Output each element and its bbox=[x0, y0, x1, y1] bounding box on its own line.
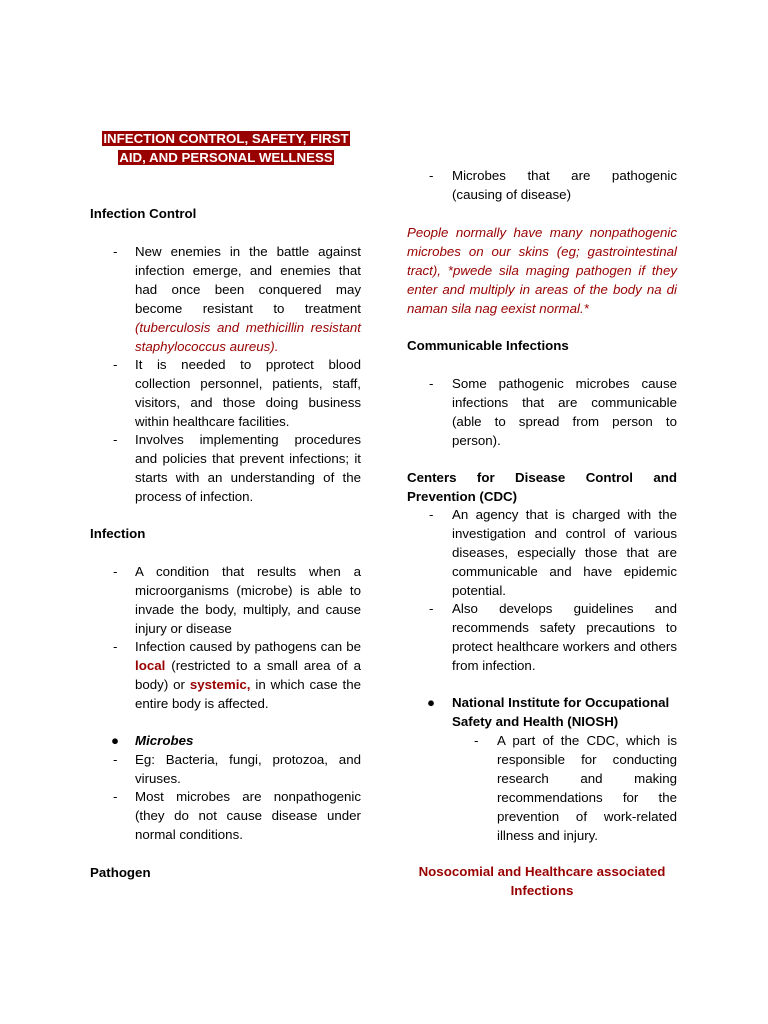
list-item: Microbes that are pathogenic (causing of disease) bbox=[452, 168, 677, 202]
list-dash: - bbox=[429, 376, 434, 391]
list-dash: - bbox=[113, 357, 118, 372]
heading-infection-control: Infection Control bbox=[90, 206, 197, 221]
heading-niosh: National Institute for Occupational Safety and Health (NIOSH) bbox=[452, 695, 670, 729]
heading-cdc: Centers for Disease Control and Prevention (CDC) bbox=[407, 470, 677, 504]
list-item: Also develops guidelines and recommends safety precautions to protect healthcare workers and others from infection. bbox=[452, 601, 677, 673]
list-item: Some pathogenic microbes cause infections that are communicable (able to spread from person to person). bbox=[452, 376, 677, 448]
list-dash: - bbox=[113, 432, 118, 447]
heading-communicable: Communicable Infections bbox=[407, 338, 569, 353]
list-item: Involves implementing procedures and policies that prevent infections; it starts with an understanding of the process of infection. bbox=[135, 432, 361, 504]
list-dash: - bbox=[113, 639, 118, 654]
note-paragraph: People normally have many nonpathogenic microbes on our skins (eg; gastrointestinal tract), *pwede sila maging pathogen if they enter and multiply in areas of the body na di naman sila nag eexist normal.* bbox=[407, 225, 677, 316]
list-item: It is needed to pprotect blood collection personnel, patients, staff, visitors, and those doing business within healthcare facilities. bbox=[135, 357, 361, 429]
list-dash: - bbox=[429, 601, 434, 616]
nosocomial-line-1: Nosocomial and Healthcare associated bbox=[418, 864, 666, 879]
text-segment: (restricted to a small area of a body) or bbox=[135, 657, 361, 692]
heading-infection: Infection bbox=[90, 526, 146, 541]
list-item: Eg: Bacteria, fungi, protozoa, and viruses. bbox=[135, 752, 361, 786]
list-dash: - bbox=[113, 789, 118, 804]
text-segment: in which case the entire body is affected. bbox=[135, 676, 361, 711]
subheading-microbes: Microbes bbox=[135, 733, 194, 748]
list-dash: - bbox=[113, 244, 118, 259]
term-systemic: systemic, bbox=[189, 676, 251, 692]
page-title bbox=[90, 130, 362, 168]
list-item bbox=[135, 638, 361, 714]
text-segment: Infection caused by pathogens can be bbox=[135, 639, 361, 654]
list-item: A part of the CDC, which is responsible for conducting research and making recommendations for the prevention of work-related illness and injury. bbox=[497, 733, 677, 843]
list-item bbox=[135, 243, 361, 356]
bullet-icon: ● bbox=[427, 695, 436, 710]
title-line-1: INFECTION CONTROL, SAFETY, FIRST bbox=[103, 131, 349, 146]
title-line-2: AID, AND PERSONAL WELLNESS bbox=[119, 149, 333, 165]
heading-pathogen: Pathogen bbox=[90, 865, 151, 880]
list-dash: - bbox=[429, 168, 434, 183]
list-item-text: New enemies in the battle against infection emerge, and enemies that had once been conquered may become resistant to treatment bbox=[135, 244, 361, 316]
list-item: An agency that is charged with the investigation and control of various diseases, especially those that are communicable and have epidemic potential. bbox=[452, 507, 677, 598]
list-dash: - bbox=[113, 564, 118, 579]
nosocomial-line-2: Infections bbox=[510, 882, 574, 898]
list-dash: - bbox=[474, 733, 479, 748]
list-item: Most microbes are nonpathogenic (they do not cause disease under normal conditions. bbox=[135, 789, 361, 842]
bullet-icon: ● bbox=[111, 733, 120, 748]
section-heading-nosocomial bbox=[407, 863, 677, 901]
list-item: A condition that results when a microorganisms (microbe) is able to invade the body, multiply, and cause injury or disease bbox=[135, 564, 361, 636]
list-item-note: (tuberculosis and methicillin resistant staphylococcus aureus). bbox=[135, 319, 361, 354]
term-local: local bbox=[135, 657, 166, 673]
list-dash: - bbox=[113, 752, 118, 767]
list-dash: - bbox=[429, 507, 434, 522]
